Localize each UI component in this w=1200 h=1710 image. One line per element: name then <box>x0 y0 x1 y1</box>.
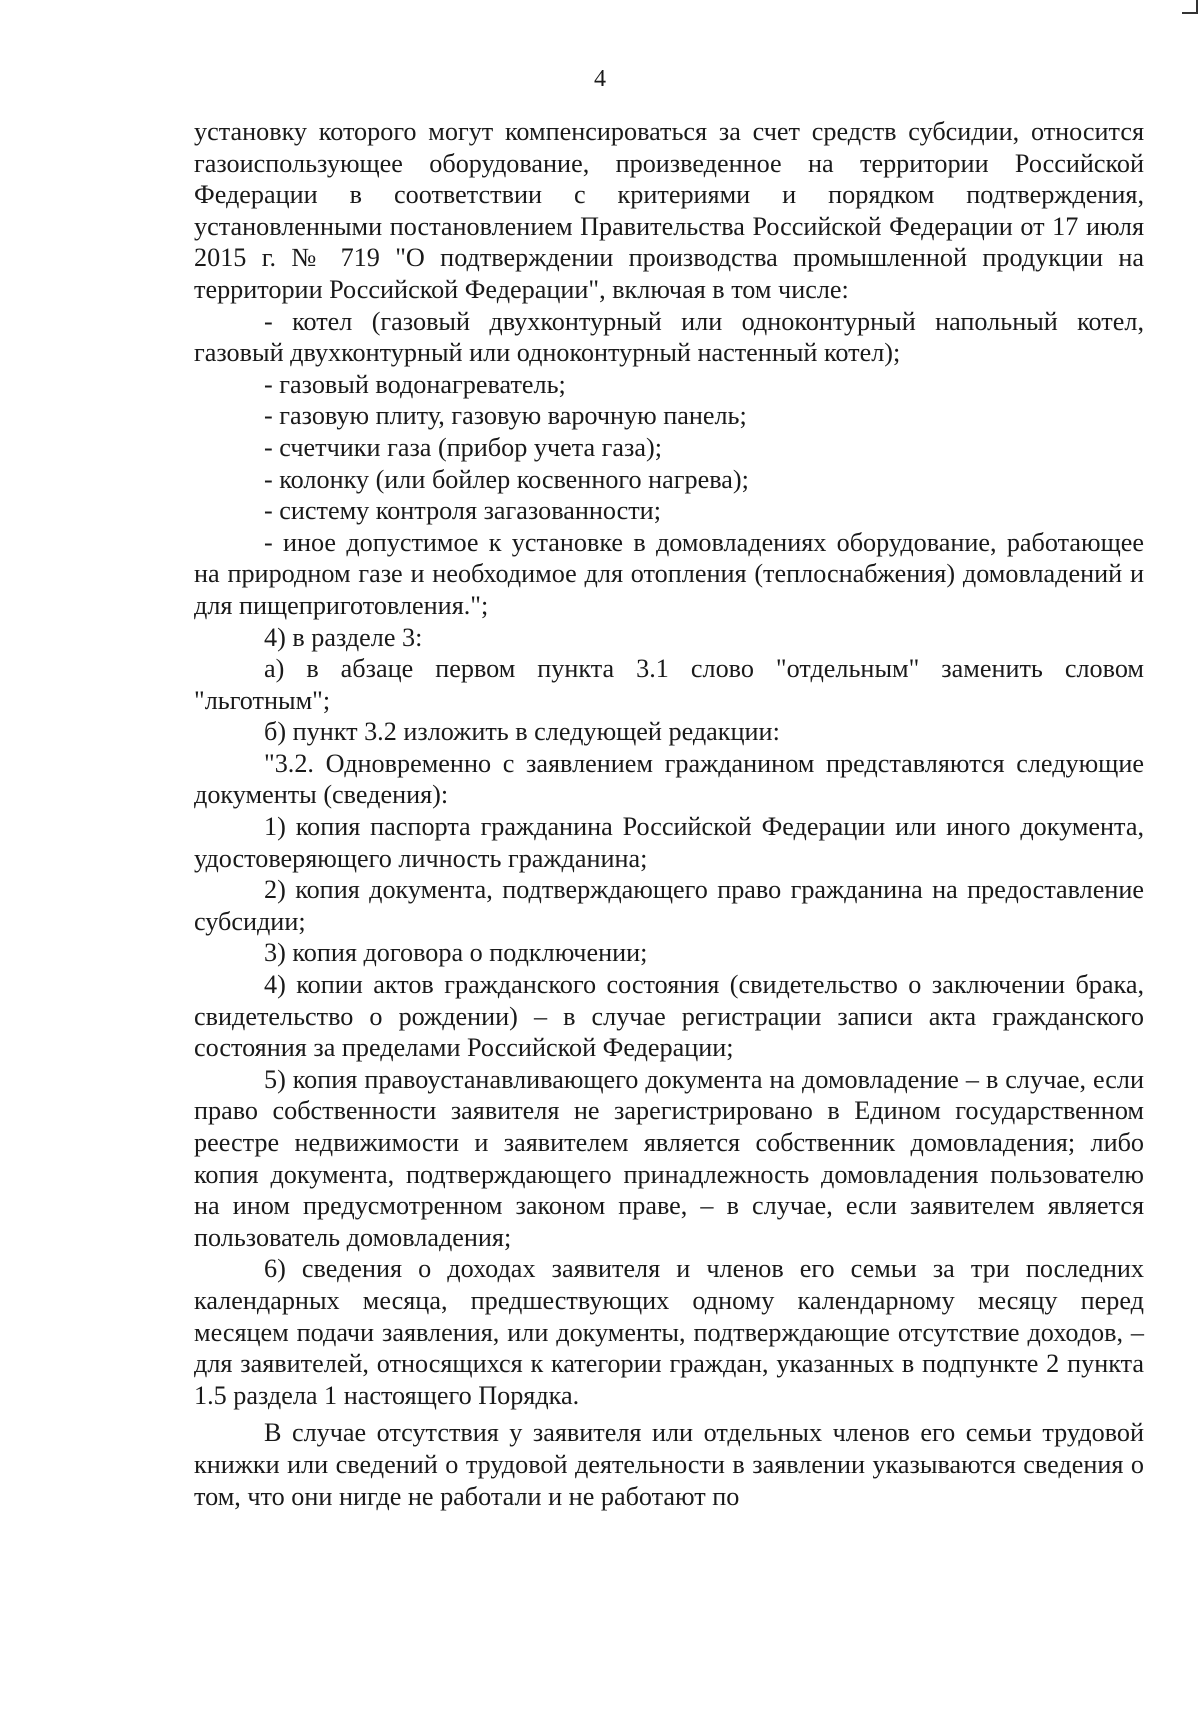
doc-item-6: 6) сведения о доходах заявителя и членов его семьи за три последних календарных месяца, предшествующих одному календарному месяцу перед месяцем подачи заявления, или документы, подтверждающие отсутствие доходов, – для заявителей, относящихся к категории граждан, указанных в подпункте 2 пункта 1.5 раздела 1 настоящего Порядка. <box>194 1254 1144 1410</box>
doc-item-3: 3) копия договора о подключении; <box>264 938 648 968</box>
list-item-gas-control: - систему контроля загазованности; <box>264 496 661 526</box>
scan-corner-mark <box>1182 0 1198 14</box>
paragraph-item-a: а) в абзаце первом пункта 3.1 слово "отдельным" заменить словом "льготным"; <box>194 654 1144 715</box>
list-item-gas-meter: - счетчики газа (прибор учета газа); <box>264 432 663 462</box>
doc-item-1: 1) копия паспорта гражданина Российской Федерации или иного документа, удостоверяющего личность гражданина; <box>194 812 1144 873</box>
paragraph-section-3: 4) в разделе 3: <box>264 622 423 652</box>
paragraph-equipment-definition: установку которого могут компенсироваться за счет средств субсидии, относится газоиспользующее оборудование, произведенное на территории Российской Федерации в соответствии с критериями и порядком подтверждения, установленными постановлением Правительства Российской Федерации от 17 июля 2015 г. № 719 "О подтверждении производства промышленной продукции на территории Российской Федерации", включая в том числе: <box>194 117 1144 304</box>
paragraph-no-work-record: В случае отсутствия у заявителя или отдельных членов его семьи трудовой книжки или сведений о трудовой деятельности в заявлении указываются сведения о том, что они нигде не работали и не работают по <box>194 1418 1144 1511</box>
paragraph-3-2: "3.2. Одновременно с заявлением гражданином представляются следующие документы (сведения): <box>194 748 1144 810</box>
doc-item-5: 5) копия правоустанавливающего документа на домовладение – в случае, если право собственности заявителя не зарегистрировано в Едином государственном реестре недвижимости и заявителем является собственник домовладения; либо копия документа, подтверждающего принадлежность домовладения пользователю на ином предусмотренном законом праве, – в случае, если заявителем является пользователь домовладения; <box>194 1064 1144 1252</box>
paragraph-item-b: б) пункт 3.2 изложить в следующей редакции: <box>264 717 780 747</box>
list-item-other-equipment: - иное допустимое к установке в домовладениях оборудование, работающее на природном газе и необходимое для отопления (теплоснабжения) домовладений и для пищеприготовления."; <box>194 527 1144 620</box>
document-body <box>194 116 1144 1512</box>
list-item-gas-stove: - газовую плиту, газовую варочную панель; <box>264 401 747 431</box>
doc-item-2: 2) копия документа, подтверждающего право гражданина на предоставление субсидии; <box>194 875 1144 936</box>
list-item-boiler: - котел (газовый двухконтурный или одноконтурный напольный котел, газовый двухконтурный или одноконтурный настенный котел); <box>194 306 1144 368</box>
list-item-water-heater: - газовый водонагреватель; <box>264 369 566 399</box>
doc-item-4: 4) копии актов гражданского состояния (свидетельство о заключении брака, свидетельство о рождении) – в случае регистрации записи акта гражданского состояния за пределами Российской Федерации; <box>194 970 1144 1063</box>
list-item-column: - колонку (или бойлер косвенного нагрева); <box>264 464 749 494</box>
page-number: 4 <box>594 66 606 92</box>
